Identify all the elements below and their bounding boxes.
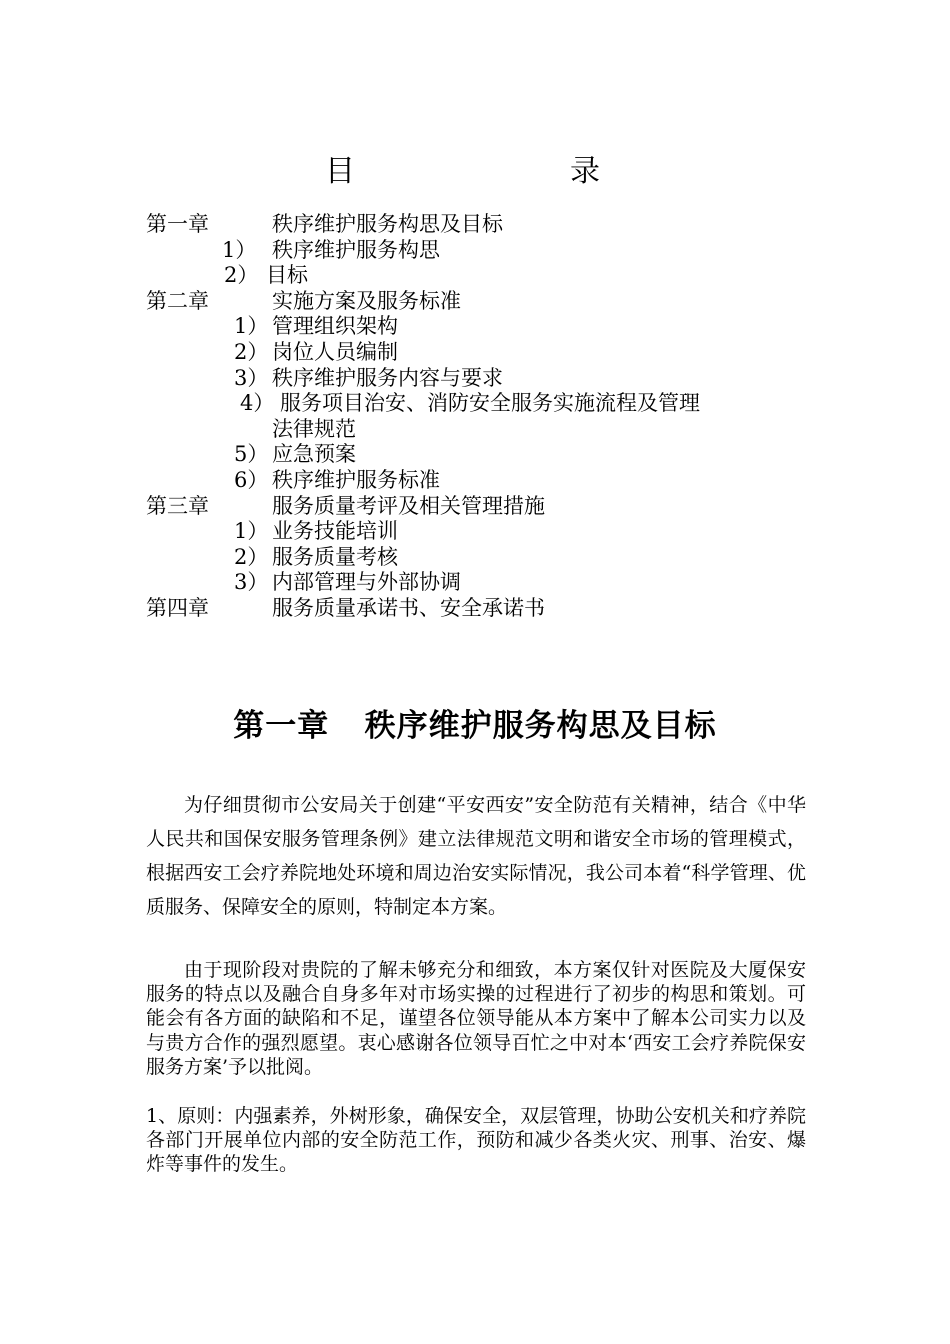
- toc-item-number: 5）: [234, 442, 269, 467]
- toc-item-title-continued: 法律规范: [272, 416, 356, 441]
- body-paragraph: 为仔细贯彻市公安局关于创建“平安西安”安全防范有关精神，结合《中华人民共和国保安服务管理条例》建立法律规范文明和谐安全市场的管理模式，根据西安工会疗养院地处环境和周边治安实际情况，我公司本着“科学管理、优质服务、保障安全的原则，特制定本方案。: [146, 794, 806, 918]
- toc-entry: [146, 238, 846, 264]
- toc-item-title: 目标: [266, 263, 308, 288]
- toc-item-title: 应急预案: [272, 442, 356, 467]
- toc-item-title: 服务项目治安、消防安全服务实施流程及管理: [280, 391, 700, 416]
- toc-chapter-label: 第二章: [146, 288, 209, 313]
- toc-item-number: 1）: [222, 237, 257, 262]
- toc-title-right: 录: [570, 154, 600, 189]
- toc-item-number: 4）: [240, 391, 275, 416]
- toc-entry: [146, 391, 846, 417]
- toc-entry: [146, 570, 846, 596]
- toc-entry: [146, 442, 846, 468]
- toc-item-title: 内部管理与外部协调: [272, 570, 461, 595]
- toc-chapter-title: 秩序维护服务构思及目标: [272, 212, 503, 236]
- toc-chapter-title: 实施方案及服务标准: [272, 288, 461, 313]
- body-paragraph: 由于现阶段对贵院的了解未够充分和细致，本方案仅针对医院及大厦保安服务的特点以及融合自身多年对市场实操的过程进行了初步的构思和策划。可能会有各方面的缺陷和不足，谨望各位领导能从本方案中了解本公司实力以及与贵方合作的强烈愿望。衷心感谢各位领导百忙之中对本‘西安工会疗养院保安服务方案’予以批阅。: [146, 959, 806, 1078]
- toc-entry: [146, 212, 846, 238]
- toc-chapter-label: 第四章: [146, 595, 209, 620]
- body-paragraph: 1、原则：内强素养，外树形象，确保安全，双层管理，协助公安机关和疗养院各部门开展单位内部的安全防范工作，预防和减少各类火灾、刑事、治安、爆炸等事件的发生。: [146, 1105, 806, 1176]
- table-of-contents: [146, 212, 846, 622]
- toc-entry: [146, 289, 846, 315]
- toc-chapter-label: 第一章: [146, 212, 209, 236]
- toc-item-title: 秩序维护服务标准: [272, 467, 440, 492]
- toc-item-number: 2）: [224, 263, 259, 288]
- toc-chapter-label: 第三章: [146, 493, 209, 518]
- toc-item-number: 6）: [234, 467, 269, 492]
- toc-chapter-title: 服务质量承诺书、安全承诺书: [272, 595, 545, 620]
- toc-entry: [146, 494, 846, 520]
- toc-item-number: 2）: [234, 339, 269, 364]
- toc-item-title: 秩序维护服务构思: [272, 237, 440, 262]
- toc-entry: [146, 263, 846, 289]
- chapter-heading-label: 第一章: [233, 708, 330, 744]
- toc-entry: [146, 314, 846, 340]
- toc-title: [0, 150, 950, 194]
- toc-item-number: 1）: [234, 314, 269, 339]
- toc-item-number: 2）: [234, 544, 269, 569]
- toc-item-title: 管理组织架构: [272, 314, 398, 339]
- toc-entry: [146, 417, 846, 443]
- chapter-heading-title: 秩序维护服务构思及目标: [364, 708, 717, 744]
- toc-item-title: 业务技能培训: [272, 519, 398, 544]
- toc-item-title: 岗位人员编制: [272, 339, 398, 364]
- toc-entry: [146, 366, 846, 392]
- toc-item-title: 秩序维护服务内容与要求: [272, 365, 503, 390]
- toc-entry: [146, 596, 846, 622]
- toc-entry: [146, 545, 846, 571]
- toc-item-number: 3）: [234, 570, 269, 595]
- toc-entry: [146, 468, 846, 494]
- toc-item-title: 服务质量考核: [272, 544, 398, 569]
- chapter-heading: [0, 700, 950, 752]
- toc-entry: [146, 519, 846, 545]
- toc-item-number: 3）: [234, 365, 269, 390]
- toc-chapter-title: 服务质量考评及相关管理措施: [272, 493, 545, 518]
- toc-item-number: 1）: [234, 519, 269, 544]
- toc-entry: [146, 340, 846, 366]
- toc-title-left: 目: [325, 154, 355, 189]
